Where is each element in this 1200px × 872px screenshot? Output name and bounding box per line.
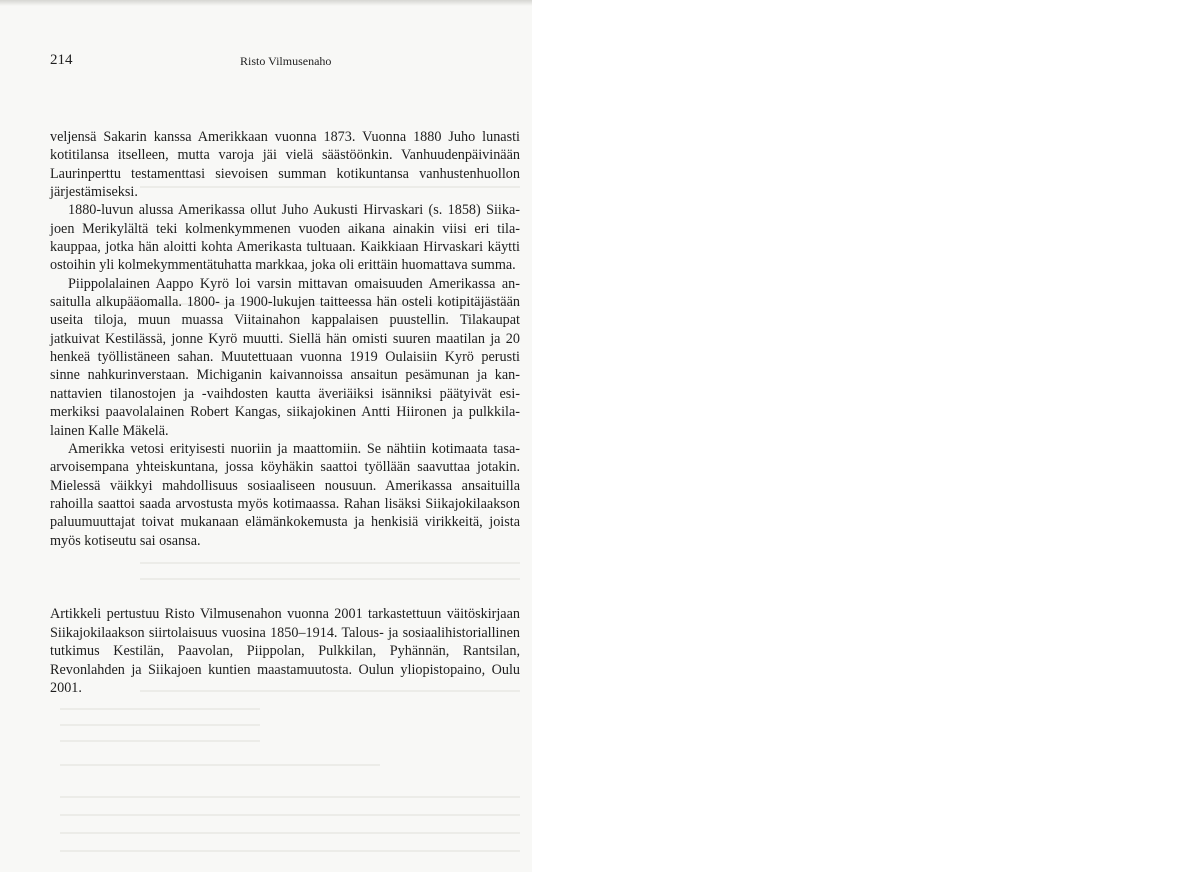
page-number: 214 xyxy=(50,52,73,68)
body-paragraph: Piippolalainen Aappo Kyrö loi varsin mittavan omaisuuden Amerikassa ansaitulla alkupääomalla. 1800- ja 1900-lukujen taitteessa hän osteli kotipitäjästään useita tiloja, muun muassa Viitainahon kappalaisen puustellin. Tilakaupat jatkuivat Kestilässä, jonne Kyrö muutti. Siellä hän omisti suuren maatilan ja 20 henkeä työllistäneen sahan. Muutettuaan vuonna 1919 Oulaisiin Kyrö perusti sinne nahkurinverstaan. Michiganin kaivannoissa ansaitun pesämunan ja kannattavien tilanostojen ja -vaihdosten kautta äveriäiksi isänniksi päätyivät esimerkiksi paavolalainen Robert Kangas, siikajokinen Antti Hiironen ja pulkkilalainen Kalle Mäkelä. xyxy=(50,275,520,439)
body-paragraph: 1880-luvun alussa Amerikassa ollut Juho Aukusti Hirvaskari (s. 1858) Siikajoen Merikylältä teki kolmenkymmenen vuoden aikana ainakin viisi eri tilakauppaa, jotka hän aloitti kohta Amerikasta tultuaan. Kaikkiaan Hirvaskari käytti ostoihin yli kolmekymmentätuhatta markkaa, joka oli erittäin huomattava summa. xyxy=(50,202,520,274)
bleed-through-line xyxy=(140,562,520,564)
article-source-note xyxy=(50,605,520,698)
blank-area-right xyxy=(532,0,1200,872)
page-top-shadow xyxy=(0,0,532,6)
body-paragraph: veljensä Sakarin kanssa Amerikkaan vuonna 1873. Vuonna 1880 Juho lunasti kotitilansa itselleen, mutta varoja jäi vielä säästöönkin. Vanhuudenpäivinään Laurinperttu testamenttasi sievoisen summan kotikuntansa vanhustenhuollon järjestämiseksi. xyxy=(50,129,520,201)
bleed-through-line xyxy=(60,850,520,852)
body-paragraph: Amerikka vetosi erityisesti nuoriin ja maattomiin. Se nähtiin kotimaata tasaarvoisempana yhteiskuntana, jossa köyhäkin saattoi työllään saavuttaa jotakin. Mielessä väikkyi mahdollisuus sosiaaliseen nousuun. Amerikassa ansaituilla rahoilla saattoi saada arvostusta myös kotimaassa. Rahan lisäksi Siikajokilaakson paluumuuttajat toivat mukanaan elämänkokemusta ja henkisiä virikkeitä, joista myös kotiseutu sai osansa. xyxy=(50,440,520,549)
bleed-through-line xyxy=(60,764,380,766)
bleed-through-line xyxy=(60,796,520,798)
bleed-through-line xyxy=(60,814,520,816)
running-head-author: Risto Vilmusenaho xyxy=(240,54,332,68)
body-text xyxy=(50,128,520,550)
book-page-left xyxy=(0,0,532,872)
bleed-through-line xyxy=(60,724,260,726)
bleed-through-line xyxy=(140,578,520,580)
source-note-text: Artikkeli pertustuu Risto Vilmusenahon vuonna 2001 tarkastettuun väitöskirjaan Siikajokilaakson siirtolaisuus vuosina 1850–1914. Talous- ja sosiaalihistoriallinen tutkimus Kestilän, Paavolan, Piippolan, Pulkkilan, Pyhännän, Rantsilan, Revonlahden ja Siikajoen kuntien maastamuutosta. Oulun yliopistopaino, Oulu 2001. xyxy=(50,606,520,697)
bleed-through-line xyxy=(60,740,260,742)
bleed-through-line xyxy=(60,708,260,710)
bleed-through-line xyxy=(60,832,520,834)
